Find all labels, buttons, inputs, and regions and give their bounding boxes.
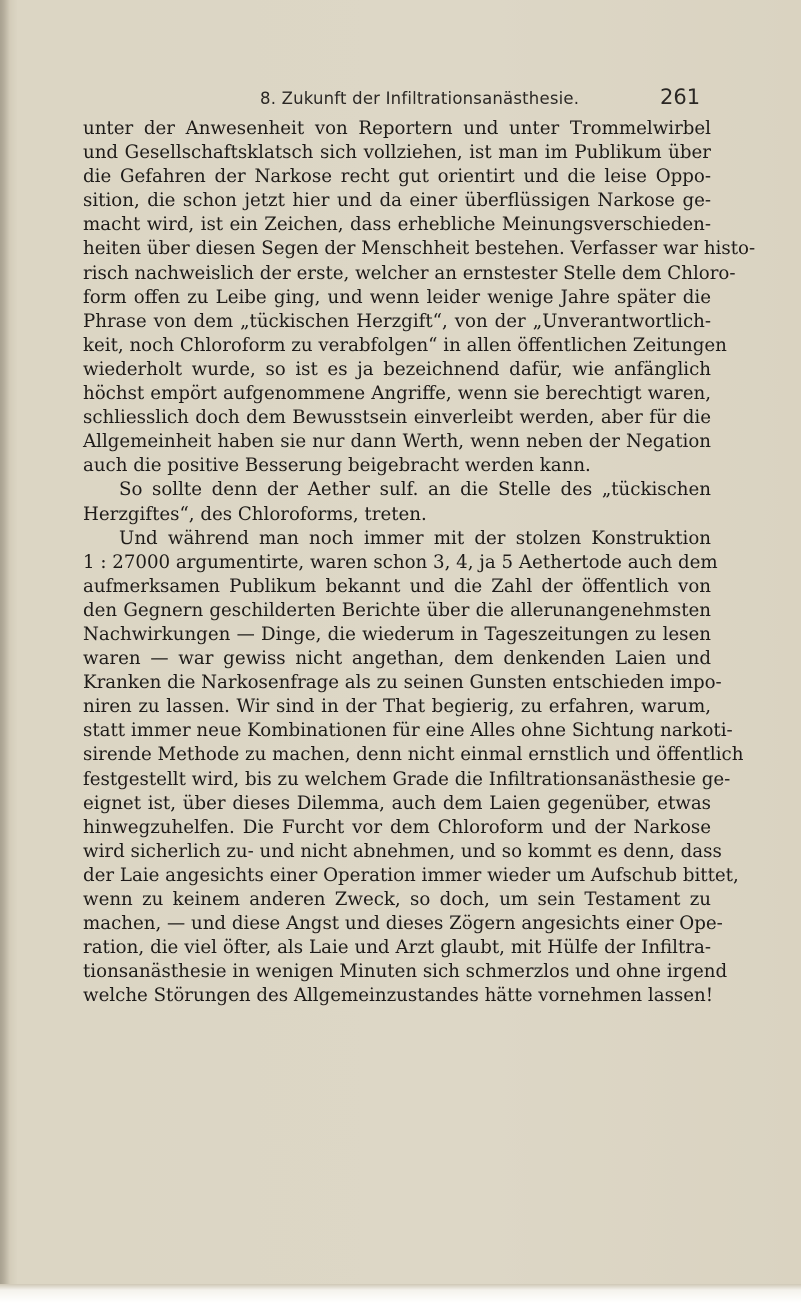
running-title: 8. Zukunft der Infiltrationsanästhesie. <box>260 89 580 108</box>
text-line: machen, — und diese Angst und dieses Zögern angesichts einer Ope- <box>83 913 723 935</box>
text-line: Und während man noch immer mit der stolzen Konstruktion <box>119 527 711 549</box>
binding-shadow <box>0 0 10 1303</box>
text-line: Herzgiftes“, des Chloroforms, treten. <box>83 503 427 525</box>
paragraph <box>83 117 756 478</box>
text-line: 1 : 27000 argumentirte, waren schon 3, 4, ja 5 Aethertode auch dem <box>83 551 718 573</box>
text-line: wiederholt wurde, so ist es ja bezeichnend dafür, wie anfänglich <box>83 358 711 380</box>
text-line: festgestellt wird, bis zu welchem Grade die Infiltrationsanästhesie ge- <box>83 768 731 790</box>
text-line: die Gefahren der Narkose recht gut orientirt und die leise Oppo- <box>83 166 711 188</box>
text-line: auch die positive Besserung beigebracht werden kann. <box>83 455 591 477</box>
text-line: So sollte denn der Aether sulf. an die Stelle des „tückischen <box>119 479 711 501</box>
text-line: welche Störungen des Allgemeinzustandes hätte vornehmen lassen! <box>83 985 714 1007</box>
running-head <box>0 83 801 113</box>
paragraph <box>83 478 711 526</box>
text-line: Nachwirkungen — Dinge, die wiederum in Tageszeitungen zu lesen <box>83 623 711 645</box>
text-line: ration, die viel öfter, als Laie und Arzt glaubt, mit Hülfe der Infiltra- <box>83 937 711 959</box>
page-bottom-edge <box>0 1284 801 1303</box>
text-line: unter der Anwesenheit von Reportern und unter Trommelwirbel <box>83 118 711 139</box>
text-line: den Gegnern geschilderten Berichte über die allerunangenehmsten <box>83 599 711 621</box>
text-line: der Laie angesichts einer Operation immer wieder um Aufschub bittet, <box>83 864 739 886</box>
text-line: Allgemeinheit haben sie nur dann Werth, wenn neben der Negation <box>83 431 711 453</box>
text-line: sirende Methode zu machen, denn nicht einmal ernstlich und öffentlich <box>83 744 744 766</box>
text-line: wenn zu keinem anderen Zweck, so doch, um sein Testament zu <box>83 889 711 910</box>
text-line: heiten über diesen Segen der Menschheit bestehen. Verfasser war histo- <box>83 238 756 260</box>
text-line: statt immer neue Kombinationen für eine Alles ohne Sichtung narkoti- <box>83 720 733 742</box>
text-line: wird sicherlich zu- und nicht abnehmen, und so kommt es denn, dass <box>83 840 722 862</box>
text-line: form offen zu Leibe ging, und wenn leider wenige Jahre später die <box>83 286 711 308</box>
body-text <box>83 117 756 1008</box>
text-line: hinwegzuhelfen. Die Furcht vor dem Chloroform und der Narkose <box>83 816 711 838</box>
text-line: keit, noch Chloroform zu verabfolgen“ in allen öffentlichen Zeitungen <box>83 334 727 356</box>
text-line: macht wird, ist ein Zeichen, dass erhebliche Meinungsverschieden- <box>83 214 711 236</box>
text-line: eignet ist, über dieses Dilemma, auch dem Laien gegenüber, etwas <box>83 792 711 814</box>
text-line: tionsanästhesie in wenigen Minuten sich schmerzlos und ohne irgend <box>83 961 728 983</box>
text-line: Kranken die Narkosenfrage als zu seinen Gunsten entschieden impo- <box>83 672 722 694</box>
text-line: niren zu lassen. Wir sind in der That begierig, zu erfahren, warum, <box>83 696 711 718</box>
page-number: 261 <box>660 85 701 109</box>
text-line: sition, die schon jetzt hier und da einer überflüssigen Narkose ge- <box>83 190 711 212</box>
paragraph <box>83 527 744 1009</box>
text-line: schliesslich doch dem Bewusstsein einverleibt werden, aber für die <box>83 407 711 429</box>
text-line: Phrase von dem „tückischen Herzgift“, von der „Unverantwortlich- <box>83 310 711 332</box>
text-line: und Gesellschaftsklatsch sich vollziehen, ist man im Publikum über <box>83 142 711 164</box>
text-line: risch nachweislich der erste, welcher an ernstester Stelle dem Chloro- <box>83 262 736 284</box>
text-line: höchst empört aufgenommene Angriffe, wenn sie berechtigt waren, <box>83 383 711 405</box>
text-line: aufmerksamen Publikum bekannt und die Zahl der öffentlich von <box>83 575 711 597</box>
text-line: waren — war gewiss nicht angethan, dem denkenden Laien und <box>83 648 711 670</box>
